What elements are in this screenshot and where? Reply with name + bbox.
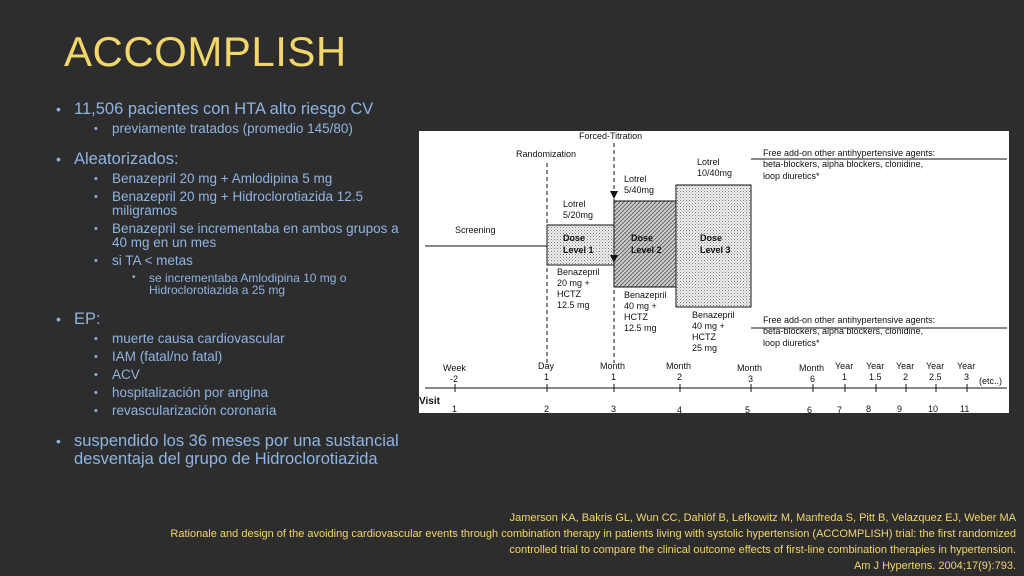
visit-6: 6 — [807, 405, 813, 413]
visit-11: 11 — [960, 404, 970, 413]
lotrel-1-label-b: 5/20mg — [563, 210, 594, 220]
bullet-endpoints: • EP: — [56, 310, 411, 328]
benaz-1-line-d: 12.5 mg — [557, 300, 590, 310]
lotrel-3-label-a: Lotrel — [697, 157, 720, 167]
visit-3: 3 — [611, 404, 617, 413]
time-week-label: Week — [443, 363, 466, 373]
visit-8: 8 — [866, 404, 872, 413]
time-month3-label: Month — [737, 363, 763, 373]
time-year15-value: 1.5 — [869, 372, 882, 382]
visit-5: 5 — [745, 405, 751, 413]
slide-title: ACCOMPLISH — [64, 28, 347, 75]
bullet-dose-increase: • se incrementaba Amlodipina 10 mg o Hidroclorotiazida a 25 mg — [132, 272, 411, 296]
bullet-benazepril-increase: • Benazepril se incrementaba en ambos grupos a 40 mg en un mes — [94, 222, 411, 250]
visit-10: 10 — [928, 404, 939, 413]
benaz-1-line-c: HCTZ — [557, 289, 581, 299]
time-month1-label: Month — [600, 361, 626, 371]
study-design-svg — [419, 131, 1009, 413]
bullet-stopped: • suspendido los 36 meses por una sustancial desventaja del grupo de Hidroclorotiazida — [56, 432, 411, 468]
lotrel-2-label-a: Lotrel — [624, 174, 647, 184]
bullet-pretreated: • previamente tratados (promedio 145/80) — [94, 122, 411, 136]
time-month2-value: 2 — [677, 372, 683, 382]
time-week-value: -2 — [450, 374, 459, 384]
benaz-1-line-b: 20 mg + — [557, 278, 590, 288]
visit-2: 2 — [544, 404, 550, 413]
titration-arrow-top — [610, 191, 618, 199]
randomization-label: Randomization — [516, 149, 577, 159]
reference-authors: Jamerson KA, Bakris GL, Wun CC, Dahlöf B, Lefkowitz M, Manfreda S, Pitt B, Velazquez EJ, Weber MA — [509, 512, 1016, 524]
time-etc-label: (etc..) — [979, 376, 1003, 386]
addon-bottom-c: loop diuretics* — [763, 338, 820, 348]
visit-label: Visit — [419, 396, 440, 407]
benaz-3-line-d: 25 mg — [692, 343, 718, 353]
reference-citation — [76, 510, 1016, 574]
visit-7: 7 — [837, 405, 843, 413]
visit-numbers — [452, 404, 969, 413]
time-month2-label: Month — [666, 361, 692, 371]
visit-4: 4 — [677, 405, 683, 413]
lotrel-1-label-a: Lotrel — [563, 199, 586, 209]
time-year15-label: Year — [866, 361, 885, 371]
benaz-2-line-b: 40 mg + — [624, 301, 657, 311]
addon-bottom-b: beta-blockers, alpha blockers, clonidine, — [763, 326, 924, 336]
dose-level-2-label-a: Dose — [631, 233, 654, 243]
bullet-ep-angina: • hospitalización por angina — [94, 386, 411, 400]
visit-1: 1 — [452, 404, 458, 413]
addon-top-b: beta-blockers, alpha blockers, clonidine, — [763, 159, 924, 169]
bullet-arm-hctz: • Benazepril 20 mg + Hidroclorotiazida 12.5 miligramos — [94, 190, 411, 218]
time-year1-value: 1 — [842, 372, 848, 382]
dose-level-3-label-b: Level 3 — [700, 245, 731, 255]
bullet-ep-mi: • IAM (fatal/no fatal) — [94, 350, 411, 364]
addon-top-a: Free add-on other antihypertensive agents: — [763, 148, 936, 158]
screening-label: Screening — [455, 225, 496, 235]
time-day-label: Day — [538, 361, 555, 371]
time-month1-value: 1 — [611, 372, 617, 382]
benaz-3-line-c: HCTZ — [692, 332, 716, 342]
reference-title-line2: controlled trial to compare the clinical outcome effects of first-line combination therapies in hypertension. — [509, 544, 1016, 556]
time-year25-label: Year — [926, 361, 945, 371]
lotrel-3-label-b: 10/40mg — [697, 168, 733, 178]
dose-level-2-label-b: Level 2 — [631, 245, 662, 255]
time-year3-value: 3 — [964, 372, 970, 382]
time-year3-label: Year — [957, 361, 976, 371]
benaz-3-line-a: Benazepril — [692, 310, 735, 320]
time-year2-label: Year — [896, 361, 915, 371]
bullet-ep-revasc: • revascularización coronaria — [94, 404, 411, 418]
reference-journal: Am J Hypertens. 2004;17(9):793. — [853, 560, 1016, 572]
addon-bottom-a: Free add-on other antihypertensive agents: — [763, 315, 936, 325]
bullet-patients: • 11,506 pacientes con HTA alto riesgo CV — [56, 100, 411, 118]
bullet-arm-amlodipine: • Benazepril 20 mg + Amlodipina 5 mg — [94, 172, 411, 186]
bullet-list — [56, 94, 411, 468]
reference-title-line1: Rationale and design of the avoiding cardiovascular events through combination therapy in patients living with systolic hypertension (ACCOMPLISH) trial: the first randomized — [170, 528, 1016, 540]
dose-level-2-block — [614, 201, 676, 287]
addon-top-c: loop diuretics* — [763, 171, 820, 181]
forced-titration-label: Forced-Titration — [579, 131, 643, 141]
time-year25-value: 2.5 — [929, 372, 942, 382]
bullet-ep-cv-death: • muerte causa cardiovascular — [94, 332, 411, 346]
benaz-2-line-a: Benazepril — [624, 290, 667, 300]
benaz-1-line-a: Benazepril — [557, 267, 600, 277]
bullet-ep-stroke: • ACV — [94, 368, 411, 382]
bullet-randomized: • Aleatorizados: — [56, 150, 411, 168]
visit-9: 9 — [897, 404, 903, 413]
benaz-3-line-b: 40 mg + — [692, 321, 725, 331]
study-design-diagram — [419, 131, 1009, 413]
time-year1-label: Year — [835, 361, 854, 371]
dose-level-1-label-b: Level 1 — [563, 245, 594, 255]
time-day-value: 1 — [544, 372, 550, 382]
time-year2-value: 2 — [903, 372, 909, 382]
time-month6-value: 6 — [810, 374, 816, 384]
benaz-2-line-d: 12.5 mg — [624, 323, 657, 333]
dose-level-1-label-a: Dose — [563, 233, 586, 243]
dose-level-3-label-a: Dose — [700, 233, 723, 243]
time-month6-label: Month — [799, 363, 825, 373]
lotrel-2-label-b: 5/40mg — [624, 185, 655, 195]
time-month3-value: 3 — [748, 374, 754, 384]
bullet-bp-goal: • si TA < metas — [94, 254, 411, 268]
benaz-2-line-c: HCTZ — [624, 312, 648, 322]
